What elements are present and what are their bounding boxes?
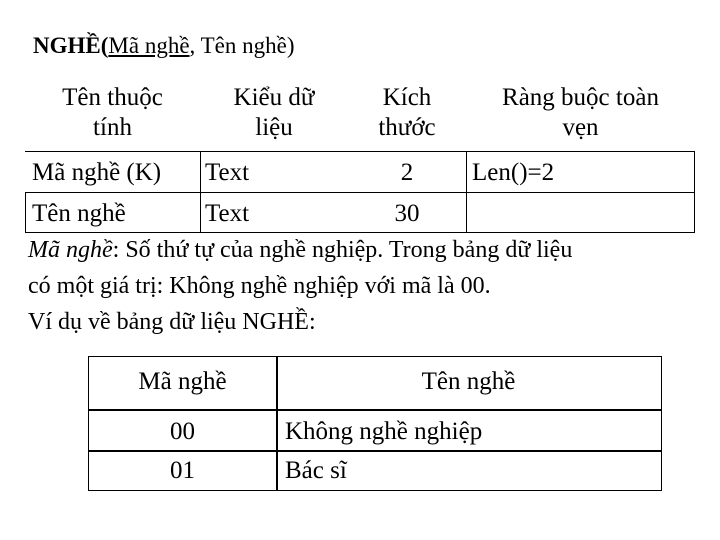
note-line-3: Ví dụ về bảng dữ liệu NGHỀ: xyxy=(28,309,316,335)
title-open-paren: ( xyxy=(100,33,109,58)
row1-attribute-name: Mã nghề (K) xyxy=(32,159,162,186)
note-line-2: có một giá trị: Không nghề nghiệp với mã là 00. xyxy=(28,273,491,299)
row2-attribute-name: Tên nghề xyxy=(32,200,126,227)
header-line: vẹn xyxy=(562,114,599,141)
header-line: Ràng buộc toàn xyxy=(502,84,659,111)
key-attribute: Mã nghề xyxy=(108,33,190,58)
example-table xyxy=(88,356,662,491)
header-line: liệu xyxy=(255,114,293,141)
example-header-code: Mã nghề xyxy=(138,368,227,395)
title-rest: , Tên nghề) xyxy=(189,33,295,58)
header-line: Kiểu dữ xyxy=(233,84,315,111)
example-divider xyxy=(89,450,661,452)
header-attribute-name xyxy=(25,83,200,143)
note-line-1-rest: : Số thứ tự của nghề nghiệp. Trong bảng dữ liệu xyxy=(112,237,573,263)
example-divider xyxy=(89,409,661,411)
row1-data-type: Text xyxy=(205,159,250,186)
entity-title xyxy=(33,33,295,59)
table-divider xyxy=(25,192,695,193)
attributes-table xyxy=(25,73,695,233)
table-divider xyxy=(694,151,695,233)
example-row1-name: Không nghề nghiệp xyxy=(285,418,483,445)
example-row1-code: 00 xyxy=(170,418,195,445)
table-divider xyxy=(25,192,26,233)
table-divider xyxy=(466,151,467,233)
example-divider xyxy=(276,357,278,490)
row1-size: 2 xyxy=(400,159,414,186)
header-line: thước xyxy=(378,114,436,141)
example-row2-name: Bác sĩ xyxy=(285,457,347,484)
row1-constraint: Len()=2 xyxy=(472,159,555,186)
header-line: tính xyxy=(93,114,132,141)
table-divider xyxy=(200,151,201,233)
header-constraint xyxy=(466,83,695,143)
header-line: Kích xyxy=(382,84,432,111)
row2-data-type: Text xyxy=(205,200,250,227)
row2-size: 30 xyxy=(394,200,420,227)
example-row2-code: 01 xyxy=(170,457,195,484)
note-line-1 xyxy=(28,232,572,268)
header-data-type xyxy=(200,83,348,143)
entity-name: NGHỀ xyxy=(33,33,101,58)
table-divider xyxy=(25,151,695,152)
header-line: Tên thuộc xyxy=(62,84,163,111)
example-header-name: Tên nghề xyxy=(421,368,516,395)
header-size xyxy=(348,83,466,143)
description-note xyxy=(28,232,572,340)
note-label: Mã nghề xyxy=(28,237,113,263)
